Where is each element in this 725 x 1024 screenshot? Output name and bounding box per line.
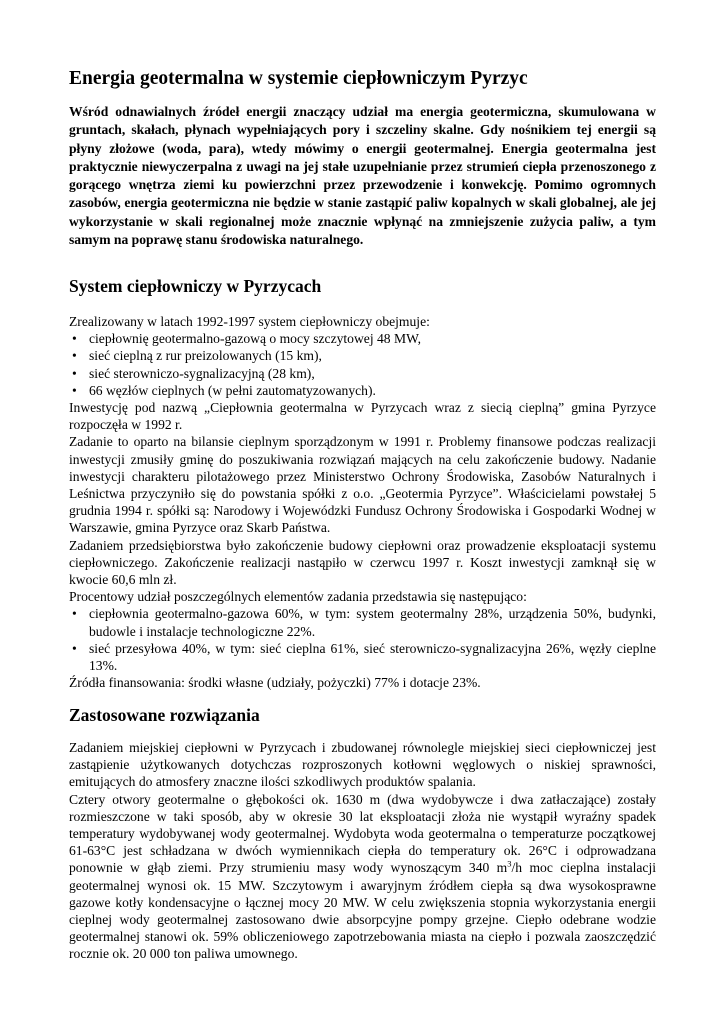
section1-body	[69, 313, 656, 691]
section1-bullet-list	[69, 330, 656, 399]
section2-paragraph: Cztery otwory geotermalne o głębokości ok. 1630 m (dwa wydobywcze i dwa zatłaczające) zostały rozmieszczone w taki sposób, aby w okresie 30 lat eksploatacji złoża nie wystąpił wyraźny spadek temperatury wydobywanej wody geotermalnej. Wydobyta woda geotermalna o temperaturze początkowej 61-63°C jest schładzana w dwóch wymiennikach ciepła do temperatury ok. 26°C i odprowadzana ponownie w głąb ziemi. Przy strumieniu masy wody wynoszącym 340 $m^3/h$ moc cieplna instalacji geotermalnej wynosi ok. 15 MW. Szczytowym i awaryjnym źródłem ciepła są dwa wysokosprawne gazowe kotły kondensacyjne o łącznej mocy 20 MW. W celu zwiększenia stopnia wykorzystania energii cieplnej wody geotermalnej zastosowano dwie absorpcyjne pompy grzejne. Ciepło odebrane wodzie geotermalnej stanowi ok. 59% obliczeniowego zapotrzebowania miasta na ciepło i pozwala zaoszczędzić rocznie ok. 20 000 ton paliwa umownego.	[69, 791, 656, 962]
section1-heading: System ciepłowniczy w Pyrzycach	[69, 276, 322, 296]
intro-paragraph: Wśród odnawialnych źródeł energii znaczący udział ma energia geotermiczna, skumulowana w gruntach, skałach, płynach wypełniających pory i szczeliny skalne. Gdy nośnikiem tej energii są płyny złożowe (woda, para), wtedy mówimy o energii geotermalnej. Energia geotermalna jest praktycznie niewyczerpalna z uwagi na jej stałe uzupełnianie przez strumień ciepła przenoszonego z gorącego wnętrza ziemi ku powierzchni przez przewodzenie i konwekcję. Pomimo ogromnych zasobów, energia geotermiczna nie będzie w stanie zastąpić paliw kopalnych w skali globalnej, ale jej wykorzystanie w skali regionalnej może znacznie wpłynąć na zmniejszenie zużycia paliw, a tym samym na poprawę stanu środowiska naturalnego.	[69, 104, 656, 248]
section1-heading-block	[69, 275, 656, 297]
bullet-icon: •	[72, 365, 77, 381]
list-item: • 66 węzłów cieplnych (w pełni zautomatyzowanych).	[72, 382, 376, 398]
section1-paragraph: Procentowy udział poszczególnych elementów zadania przedstawia się następująco:	[69, 589, 527, 605]
list-item: • sieć sterowniczo-sygnalizacyjną (28 km),	[72, 365, 315, 381]
section1-paragraph: Zadanie to oparto na bilansie cieplnym sporządzonym w 1991 r. Problemy finansowe podczas realizacji inwestycji zmusiły gminę do poszukiwania rozwiązań mających na celu zakończenie budowy. Nadanie inwestycji charakteru pilotażowego przez Ministerstwo Ochrony Środowiska, Zasobów Naturalnych i Leśnictwa przyczyniło się do powstania spółki z o.o. „Geotermia Pyrzyce”. Właścicielami powstałej 5 grudnia 1994 r. spółki są: Narodowy i Wojewódzki Fundusz Ochrony Środowiska i Gospodarki Wodnej w Warszawie, gmina Pyrzyce oraz Skarb Państwa.	[69, 434, 656, 536]
list-item: • ciepłownię geotermalno-gazową o mocy szczytowej 48 MW,	[72, 331, 422, 347]
bullet-icon: •	[72, 382, 77, 398]
intro-block	[69, 103, 656, 249]
section2-body	[69, 739, 656, 963]
section1-paragraph: Źródła finansowania: środki własne (udziały, pożyczki) 77% i dotacje 23%.	[69, 675, 481, 691]
section2-paragraph: Zadaniem miejskiej ciepłowni w Pyrzycach i zbudowanej równolegle miejskiej sieci ciepłowniczej jest zastąpienie użytkowanych dotychczas rozproszonych kotłowni węglowych o niskiej sprawności, emitujących do atmosfery znaczne ilości szkodliwych produktów spalania.	[69, 740, 656, 790]
list-item: • sieć cieplną z rur preizolowanych (15 km),	[72, 348, 322, 364]
bullet-icon: •	[72, 606, 77, 622]
title-block	[69, 67, 656, 91]
section1-paragraph: Inwestycję pod nazwą „Ciepłownia geotermalna w Pyrzycach wraz z siecią cieplną” gmina Pyrzyce rozpoczęła w 1992 r.	[69, 400, 656, 433]
bullet-icon: •	[72, 640, 77, 656]
list-item: • ciepłownia geotermalno-gazowa 60%, w tym: system geotermalny 28%, urządzenia 50%, budynki, budowle i instalacje technologiczne 22%.	[72, 606, 656, 639]
section1-share-list	[69, 605, 656, 674]
section2-heading: Zastosowane rozwiązania	[69, 705, 260, 725]
section2-heading-block	[69, 704, 656, 726]
section1-paragraph: Zadaniem przedsiębiorstwa było zakończenie budowy ciepłowni oraz prowadzenie eksploatacji systemu ciepłowniczego. Zakończenie realizacji nastąpiło w czerwcu 1997 r. Koszt inwestycji zamknął się w kwocie 60,6 mln zł.	[69, 537, 656, 588]
list-item: • sieć przesyłowa 40%, w tym: sieć cieplna 61%, sieć sterowniczo-sygnalizacyjna 26%, węzły cieplne 13%.	[72, 640, 656, 674]
bullet-icon: •	[72, 348, 77, 364]
section1-intro-line: Zrealizowany w latach 1992-1997 system ciepłowniczy obejmuje:	[69, 314, 430, 329]
page-title: Energia geotermalna w systemie ciepłowniczym Pyrzyc	[69, 68, 528, 89]
bullet-icon: •	[72, 331, 77, 347]
